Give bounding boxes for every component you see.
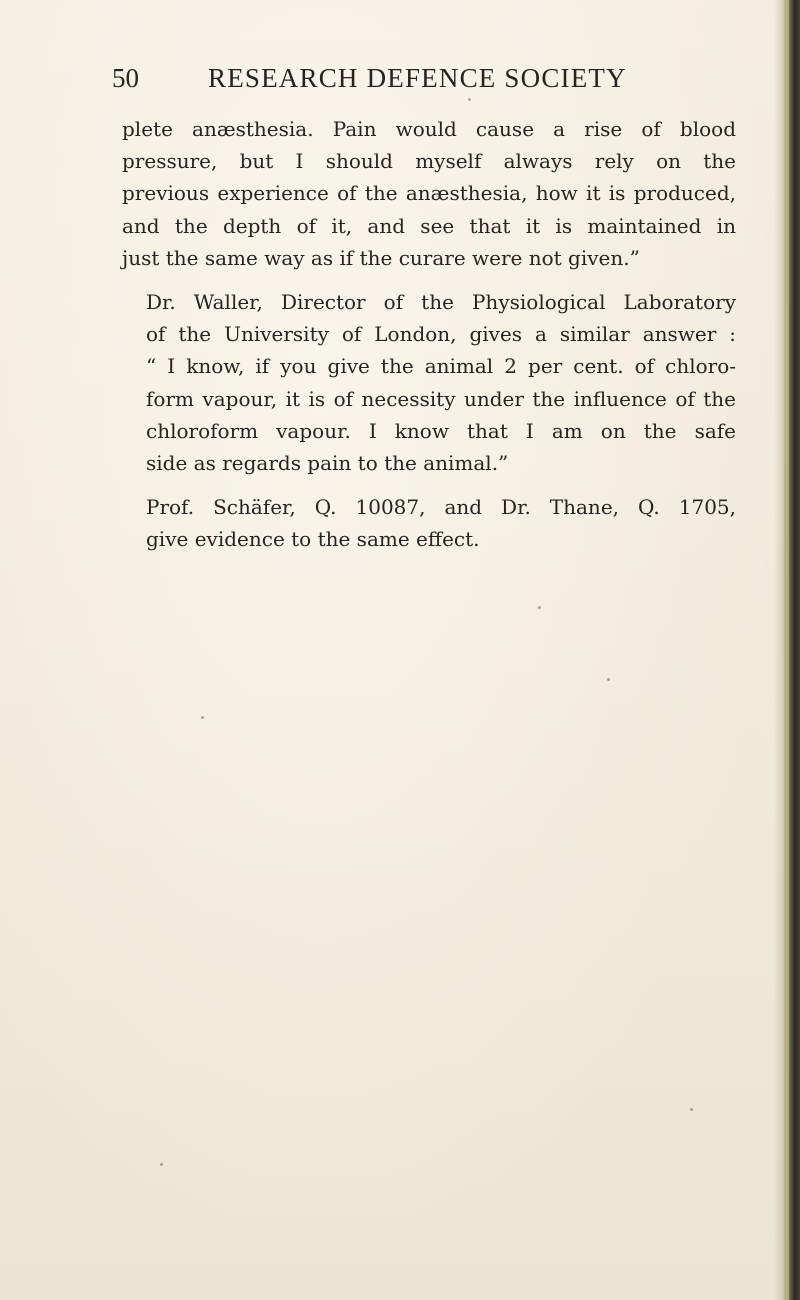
running-title: RESEARCH DEFENCE SOCIETY [208,63,627,93]
paper-speck [201,716,204,719]
text-line: give evidence to the same effect. [146,527,480,552]
text-line: “ I know, if you give the animal 2 per cent. of chloro- [146,354,736,379]
text-line: of the University of London, gives a similar answer : [146,322,736,347]
text-line: Dr. Waller, Director of the Physiological Laboratory [146,290,736,315]
text-line: just the same way as if the curare were not given.” [122,245,640,270]
running-head [112,62,742,98]
paper-speck [690,1108,693,1111]
text-line: previous experience of the anæsthesia, how it is produced, [122,181,736,206]
text-line: Prof. Schäfer, Q. 10087, and Dr. Thane, Q. 1705, [146,495,736,520]
page-edge-line [786,0,789,1300]
body-text [122,113,736,556]
text-line: plete anæsthesia. Pain would cause a rise of blood [122,117,736,141]
text-line: form vapour, it is of necessity under the influence of the [146,386,736,411]
paragraph-anaesthesia [122,113,736,274]
text-line: chloroform vapour. I know that I am on the safe [146,418,736,443]
page-number: 50 [112,63,139,93]
paragraph-waller [122,286,736,479]
paper-speck [607,678,610,681]
paper-speck [160,1163,163,1166]
paragraph-schafer-thane [122,491,736,555]
text-line: and the depth of it, and see that it is maintained in [122,213,736,238]
paper-speck [468,98,471,101]
text-line: side as regards pain to the animal.” [146,451,509,476]
text-line: pressure, but I should myself always rely on the [122,149,736,174]
paper-speck [538,606,541,609]
